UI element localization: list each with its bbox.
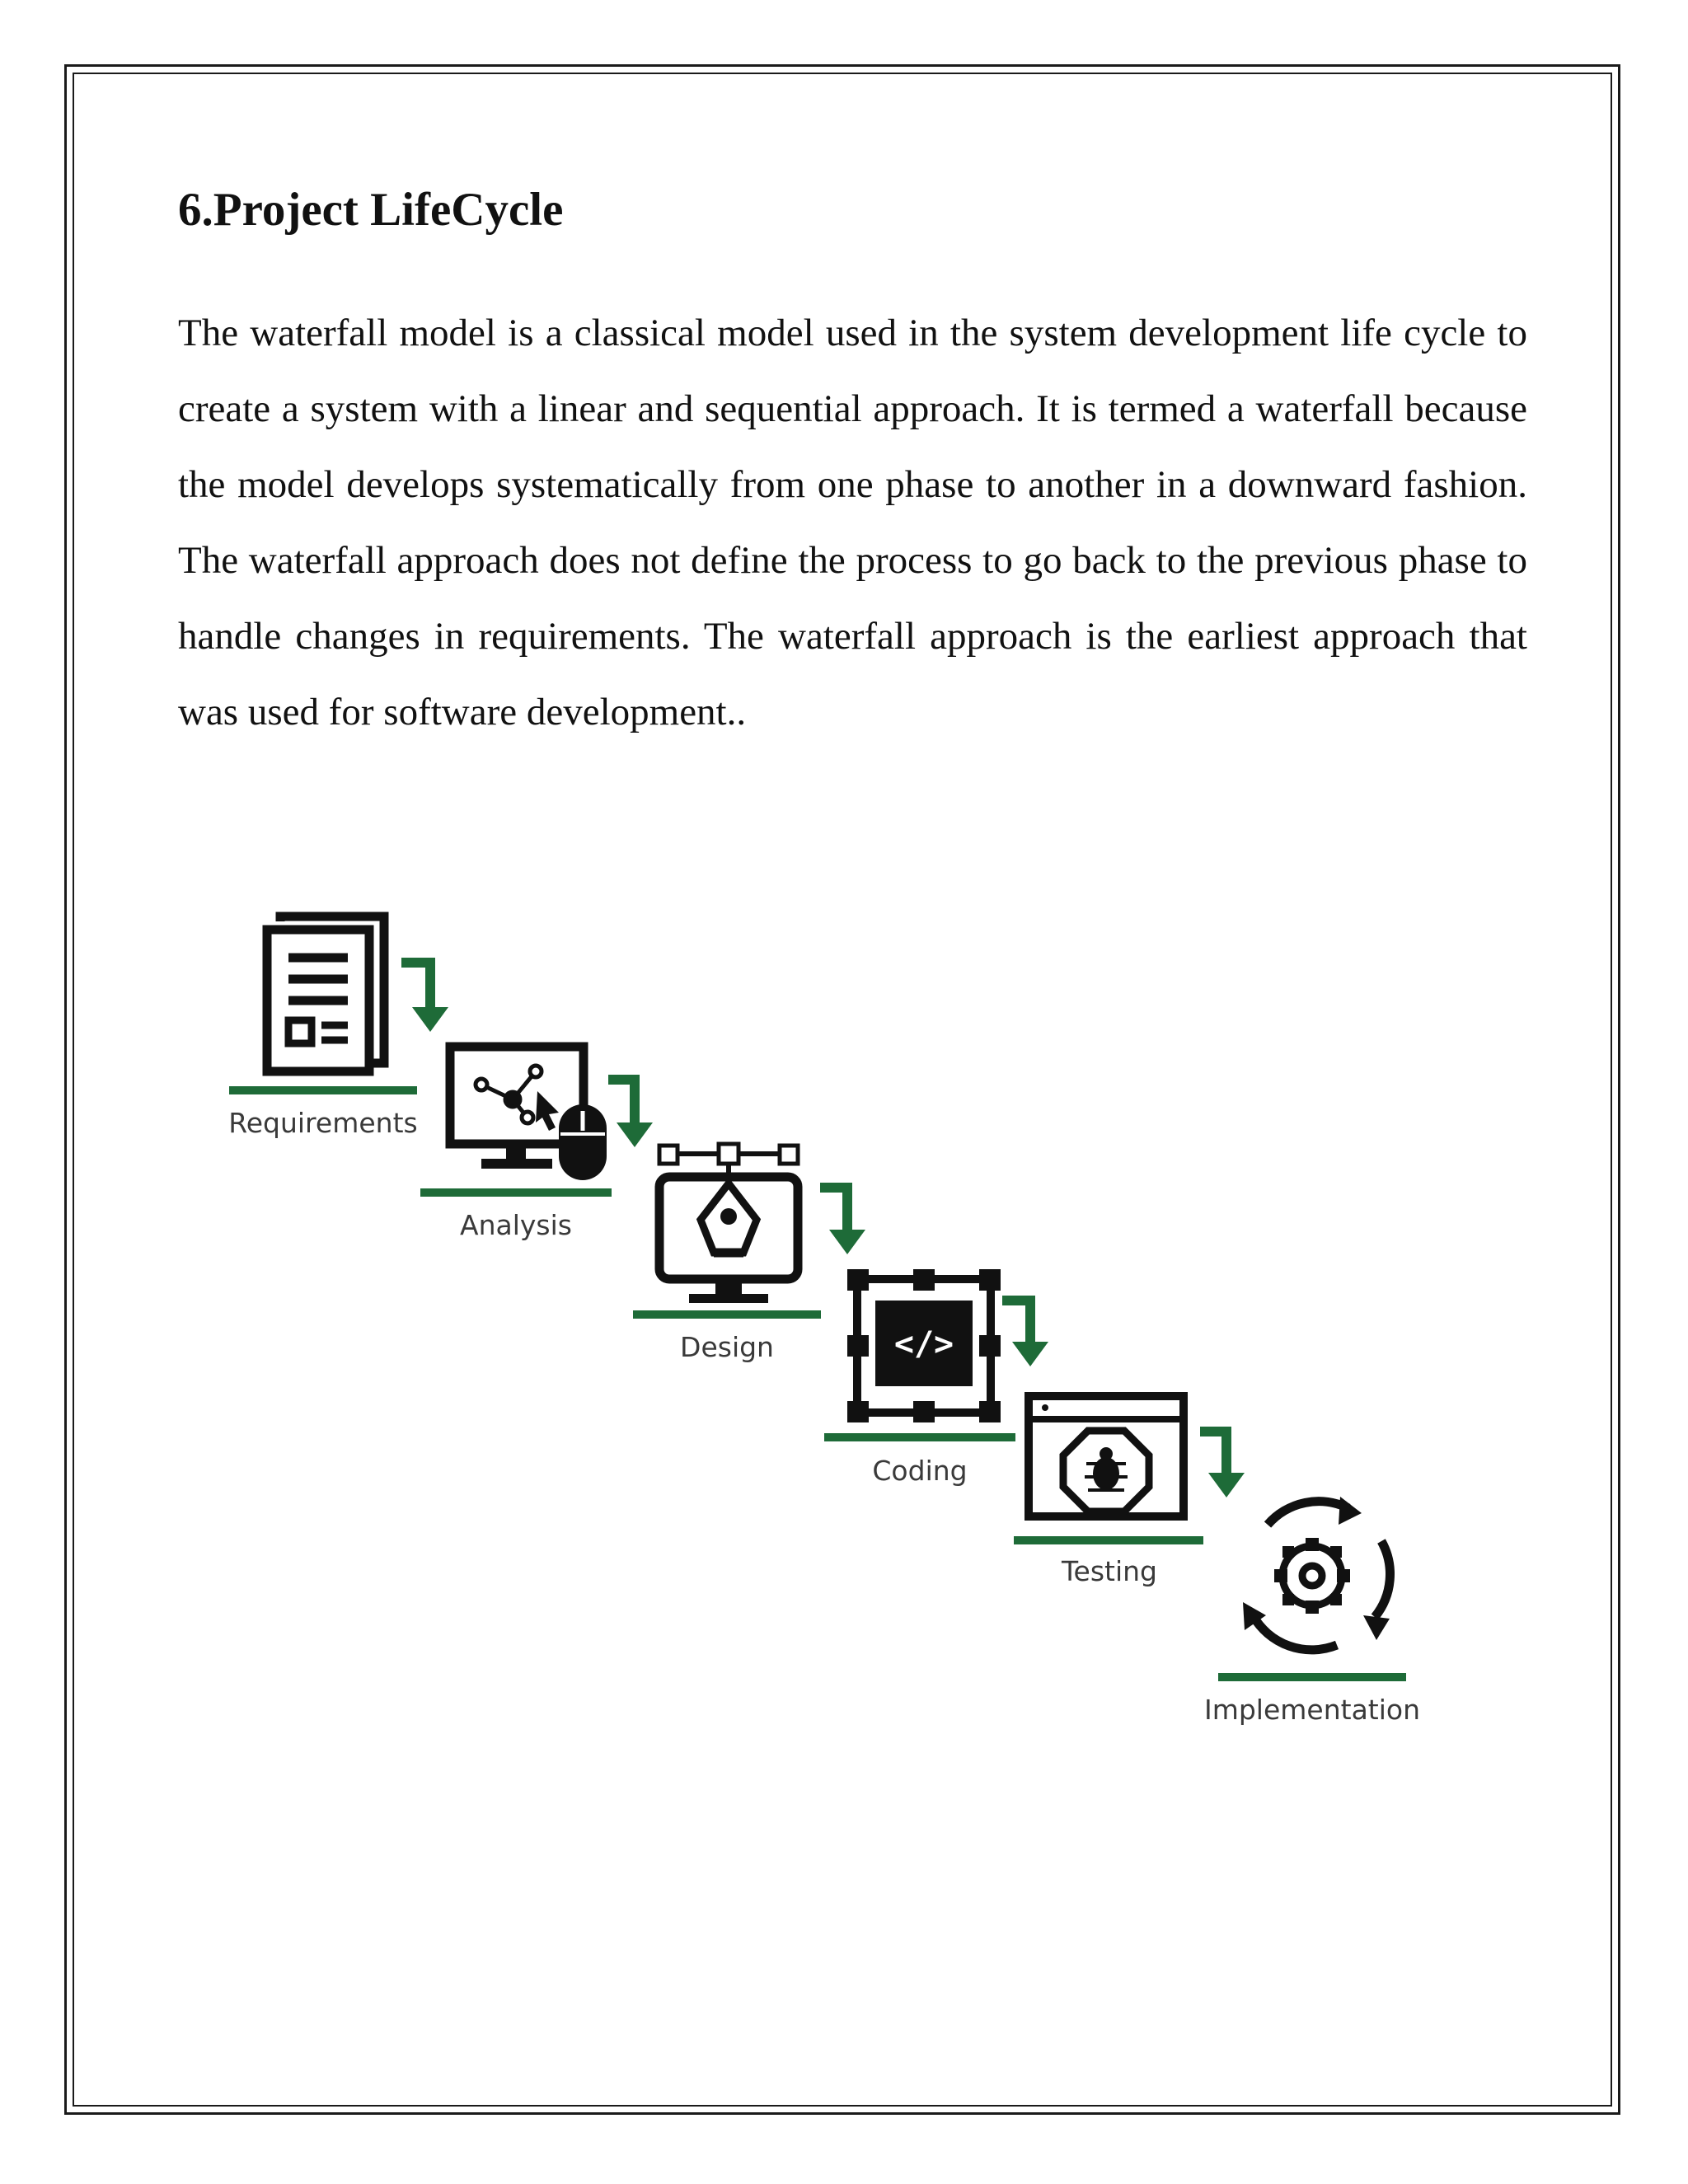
- phase-label-design: Design: [680, 1331, 774, 1363]
- arrow-down-icon: [820, 1188, 865, 1254]
- arrow-down-icon: [1002, 1301, 1048, 1366]
- arrow-down-icon: [608, 1080, 653, 1147]
- pen-tool-icon: [659, 1144, 798, 1303]
- analysis-underline: [420, 1188, 612, 1197]
- testing-underline: [1014, 1536, 1203, 1544]
- code-icon: [847, 1269, 1001, 1422]
- document-icon: [267, 916, 384, 1071]
- monitor-chart-icon: [450, 1047, 607, 1180]
- section-heading: 6.Project LifeCycle: [178, 184, 564, 236]
- phase-label-implementation: Implementation: [1203, 1694, 1421, 1726]
- implementation-underline: [1218, 1673, 1406, 1681]
- requirements-underline: [229, 1086, 417, 1094]
- phase-label-requirements: Requirements: [228, 1107, 418, 1139]
- svg-text:</>: </>: [893, 1325, 954, 1363]
- phase-label-coding: Coding: [872, 1455, 968, 1487]
- arrow-down-icon: [401, 963, 448, 1032]
- arrow-down-icon: [1200, 1432, 1245, 1497]
- gear-cycle-icon: [1243, 1497, 1390, 1650]
- design-underline: [633, 1310, 821, 1319]
- coding-underline: [824, 1433, 1015, 1441]
- phase-label-analysis: Analysis: [460, 1209, 572, 1241]
- bug-icon: [1029, 1396, 1184, 1516]
- section-paragraph: The waterfall model is a classical model used in the system development life cycle to create a system with a linear and sequential approach. It is termed a waterfall because the model develops systematically from one phase to another in a downward fashion. The waterfall approach does not define the process to go back to the previous phase to handle changes in requirements. The waterfall approach is the earliest approach that was used for software development..: [178, 312, 1527, 733]
- phase-underlines: [229, 1086, 1406, 1681]
- phase-label-testing: Testing: [1061, 1555, 1158, 1587]
